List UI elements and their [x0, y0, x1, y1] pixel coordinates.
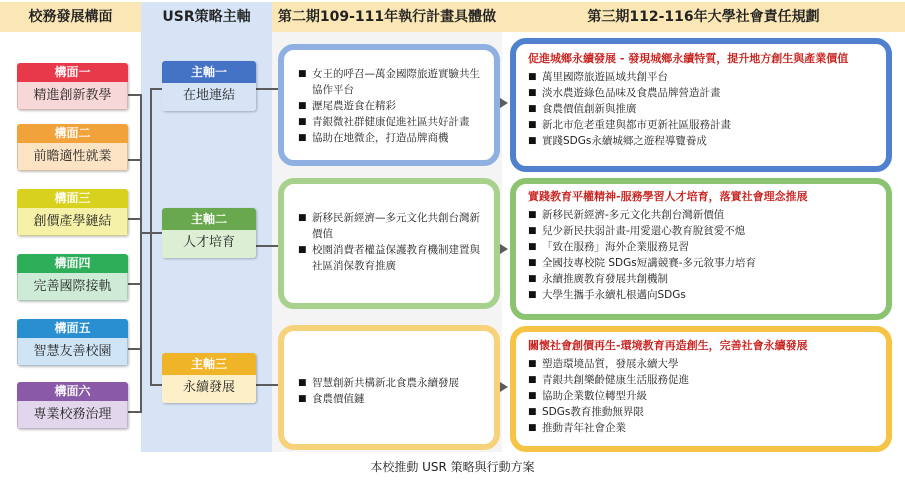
phase3-list-2 — [528, 207, 876, 303]
list-item: ■ 永續推廣教育發展共創機制 — [528, 271, 876, 287]
aspect-3-title: 創價產學鏈結 — [17, 208, 128, 236]
aspect-1 — [17, 63, 128, 110]
phase3-title-1: 促進城鄉永續發展 - 發現城鄉永續特質，提升地方創生與產業價值 — [528, 52, 849, 65]
list-item: ■ 瀝尾農遊食在精彩 — [298, 98, 484, 114]
phase2-list-2 — [298, 210, 484, 274]
header-aspects — [0, 2, 141, 32]
aspect-3 — [17, 189, 128, 236]
phase2-box-2 — [278, 178, 500, 309]
list-item: ■ 塑造環境品質，發展永續大學 — [528, 356, 876, 372]
connector-axis-out-1 — [256, 88, 278, 90]
list-item: ■ 智慧創新共構新北食農永續發展 — [298, 375, 484, 391]
figure-caption: 本校推動 USR 策略與行動方案 — [370, 460, 535, 474]
phase2-box-1 — [278, 44, 500, 166]
arrow-icon — [500, 244, 508, 254]
list-item: ■ 兒少新民扶弱計畫-用愛還心教育脫貧愛不熄 — [528, 223, 876, 239]
header-phase2 — [272, 2, 502, 32]
phase2-list-3 — [298, 375, 484, 407]
aspect-1-label: 構面一 — [17, 63, 128, 82]
list-item: ■ 全國技專校院 SDGs短講競賽-多元敘事力培育 — [528, 255, 876, 271]
list-item: ■ 實踐SDGs永續城鄉之遊程導覽養成 — [528, 133, 876, 149]
header-axes — [141, 2, 272, 32]
header-phase3 — [502, 2, 905, 32]
aspect-6 — [17, 382, 128, 429]
axis-2 — [162, 208, 256, 258]
phase3-box-3 — [510, 326, 892, 452]
axis-1 — [162, 61, 256, 111]
axis-3-title: 永續發展 — [162, 375, 256, 403]
list-item: ■ 校園消費者權益保護教育機制建置與社區消保教育推廣 — [298, 242, 484, 274]
connector-bracket-to-axes — [141, 232, 151, 234]
aspect-2-label: 構面二 — [17, 124, 128, 143]
aspect-2 — [17, 124, 128, 171]
aspect-3-label: 構面三 — [17, 189, 128, 208]
connector-axis-out-2 — [256, 245, 278, 247]
list-item: ■ 「致在服務」海外企業服務見習 — [528, 239, 876, 255]
connector-axis-in-2 — [150, 232, 162, 234]
axis-3 — [162, 353, 256, 403]
aspect-6-title: 專業校務治理 — [17, 401, 128, 429]
list-item: ■ 推動青年社會企業 — [528, 420, 876, 436]
list-item: ■ 新北市危老重建與都市更新社區服務計畫 — [528, 117, 876, 133]
list-item: ■ 青銀微社群健康促進社區共好計畫 — [298, 114, 484, 130]
axis-2-label: 主軸二 — [162, 208, 256, 230]
list-item: ■ 淡水農遊綠色品味及食農品牌營造計畫 — [528, 85, 876, 101]
arrow-icon — [500, 382, 508, 392]
bracket-vertical — [140, 94, 142, 413]
arrow-icon — [500, 98, 508, 108]
aspect-5 — [17, 319, 128, 366]
aspect-6-label: 構面六 — [17, 382, 128, 401]
phase3-list-3 — [528, 356, 876, 436]
phase3-box-2 — [510, 178, 892, 320]
list-item: ■ 新移民新經濟—多元文化共創台灣新價值 — [298, 210, 484, 242]
phase3-list-1 — [528, 69, 876, 149]
list-item: ■ 新移民新經濟-多元文化共創台灣新價值 — [528, 207, 876, 223]
header-phase3-label: 第三期112-116年大學社會責任規劃 — [587, 9, 820, 25]
aspect-1-title: 精進創新教學 — [17, 82, 128, 110]
axis-1-label: 主軸一 — [162, 61, 256, 83]
list-item: ■ 青銀共創樂齡健康生活服務促進 — [528, 372, 876, 388]
aspect-4-title: 完善國際接軌 — [17, 273, 128, 301]
list-item: ■ 協助在地微企，打造品牌商機 — [298, 130, 484, 146]
aspect-5-title: 智慧友善校園 — [17, 338, 128, 366]
phase2-list-1 — [298, 66, 484, 146]
phase3-title-3: 關懷社會創價再生-環境教育再造創生，完善社會永續發展 — [528, 339, 808, 352]
aspect-4 — [17, 254, 128, 301]
aspect-5-label: 構面五 — [17, 319, 128, 338]
phase3-title-2: 實踐教育平權精神-服務學習人才培育，落實社會理念推展 — [528, 190, 808, 203]
list-item: ■ 大學生攜手永續札根邁向SDGs — [528, 287, 876, 303]
phase2-box-3 — [278, 325, 500, 450]
header-aspects-label: 校務發展構面 — [28, 9, 113, 25]
connector-axis-out-3 — [256, 384, 278, 386]
phase3-box-1 — [510, 38, 892, 172]
connector-axis-in-1 — [150, 88, 162, 90]
axis-2-title: 人才培育 — [162, 230, 256, 258]
list-item: ■ 協助企業數位轉型升級 — [528, 388, 876, 404]
list-item: ■ 萬里國際旅遊區域共創平台 — [528, 69, 876, 85]
connector-axis-in-3 — [150, 384, 162, 386]
aspect-4-label: 構面四 — [17, 254, 128, 273]
aspect-2-title: 前瞻適性就業 — [17, 143, 128, 171]
list-item: ■ 食農價值鏈 — [298, 391, 484, 407]
connector-axis-left-1 — [150, 88, 152, 385]
list-item: ■ 女王的呼召—萬金國際旅遊實驗共生協作平台 — [298, 66, 484, 98]
list-item: ■ SDGs教育推動無界限 — [528, 404, 876, 420]
header-phase2-label: 第二期109-111年執行計畫具體做 — [277, 9, 497, 25]
axis-1-title: 在地連結 — [162, 83, 256, 111]
list-item: ■ 食農價值創新與推廣 — [528, 101, 876, 117]
axis-3-label: 主軸三 — [162, 353, 256, 375]
header-axes-label: USR策略主軸 — [162, 9, 251, 25]
